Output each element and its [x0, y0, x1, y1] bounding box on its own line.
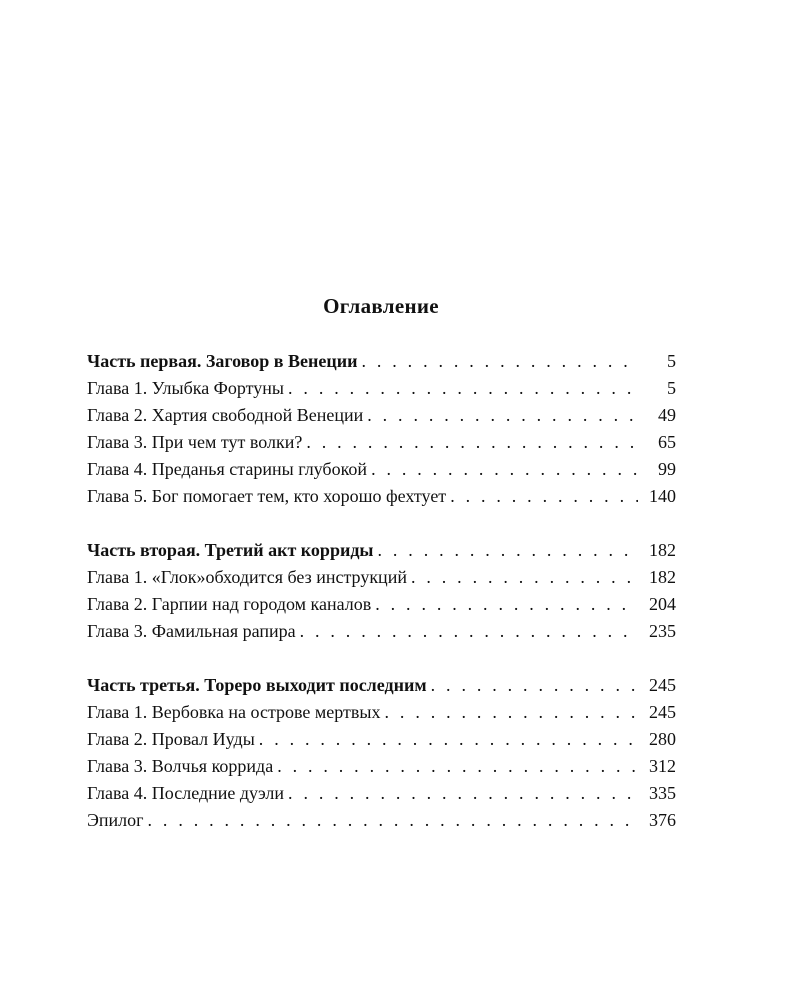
toc-chapter-entry — [87, 780, 676, 807]
toc-entry-label: Глава 3. Фамильная рапира — [87, 621, 296, 641]
toc-chapter-entry — [87, 753, 676, 780]
toc-page-number: 182 — [649, 567, 676, 587]
toc-page-number: 312 — [649, 756, 676, 776]
toc-epilogue-entry — [87, 807, 676, 834]
toc-entry-label: Глава 1. «Глок»обходится без инструкций — [87, 567, 407, 587]
toc-section-part-2 — [87, 537, 676, 645]
toc-entry-label: Часть вторая. Третий акт корриды — [87, 540, 374, 560]
dot-leader — [411, 564, 638, 591]
dot-leader — [288, 780, 638, 807]
toc-entry-label: Глава 2. Хартия свободной Венеции — [87, 405, 364, 425]
toc-entry-label: Глава 3. Волчья коррида — [87, 756, 274, 776]
toc-section-part-1 — [87, 348, 676, 510]
toc-entry-label: Глава 3. При чем тут волки? — [87, 432, 303, 452]
dot-leader — [277, 753, 638, 780]
toc-part-entry — [87, 348, 676, 375]
toc-part-entry — [87, 672, 676, 699]
toc-entry-label: Глава 5. Бог помогает тем, кто хорошо фехтует — [87, 486, 447, 506]
toc-page-number: 280 — [649, 729, 676, 749]
dot-leader — [371, 456, 638, 483]
toc-part-entry — [87, 537, 676, 564]
toc-entry-label: Глава 2. Гарпии над городом каналов — [87, 594, 372, 614]
toc-page-number: 5 — [667, 378, 676, 398]
toc-section-part-3 — [87, 672, 676, 834]
toc-chapter-entry — [87, 429, 676, 456]
toc-entry-label: Часть третья. Тореро выходит последним — [87, 675, 427, 695]
toc-entry-label: Глава 1. Улыбка Фортуны — [87, 378, 285, 398]
dot-leader — [431, 672, 638, 699]
toc-page-number: 235 — [649, 621, 676, 641]
toc-entry-label: Часть первая. Заговор в Венеции — [87, 351, 358, 371]
toc-chapter-entry — [87, 618, 676, 645]
dot-leader — [288, 375, 638, 402]
dot-leader — [385, 699, 638, 726]
toc-entry-label: Эпилог — [87, 810, 144, 830]
toc-page-number: 335 — [649, 783, 676, 803]
toc-chapter-entry — [87, 456, 676, 483]
dot-leader — [259, 726, 638, 753]
dot-leader — [148, 807, 638, 834]
toc-entry-label: Глава 4. Последние дуэли — [87, 783, 285, 803]
toc-page-number: 245 — [649, 675, 676, 695]
toc-page-number: 5 — [667, 351, 676, 371]
toc-chapter-entry — [87, 564, 676, 591]
page-title: Оглавление — [323, 294, 439, 318]
toc-page-number: 182 — [649, 540, 676, 560]
toc-page-number: 204 — [649, 594, 676, 614]
toc-chapter-entry — [87, 375, 676, 402]
dot-leader — [306, 429, 638, 456]
dot-leader — [450, 483, 638, 510]
toc-page-number: 245 — [649, 702, 676, 722]
toc-page-number: 376 — [649, 810, 676, 830]
toc-entry-label: Глава 1. Вербовка на острове мертвых — [87, 702, 381, 722]
toc-entry-label: Глава 4. Преданья старины глубокой — [87, 459, 368, 479]
toc-page-number: 99 — [658, 459, 676, 479]
dot-leader — [361, 348, 638, 375]
toc-chapter-entry — [87, 591, 676, 618]
toc-page-number: 65 — [658, 432, 676, 452]
toc-chapter-entry — [87, 699, 676, 726]
toc-page-number: 140 — [649, 486, 676, 506]
toc-chapter-entry — [87, 726, 676, 753]
dot-leader — [378, 537, 639, 564]
dot-leader — [300, 618, 638, 645]
toc-chapter-entry — [87, 483, 676, 510]
toc-page-number: 49 — [658, 405, 676, 425]
toc-entry-label: Глава 2. Провал Иуды — [87, 729, 255, 749]
dot-leader — [375, 591, 638, 618]
toc-chapter-entry — [87, 402, 676, 429]
dot-leader — [367, 402, 638, 429]
table-of-contents — [87, 348, 676, 861]
